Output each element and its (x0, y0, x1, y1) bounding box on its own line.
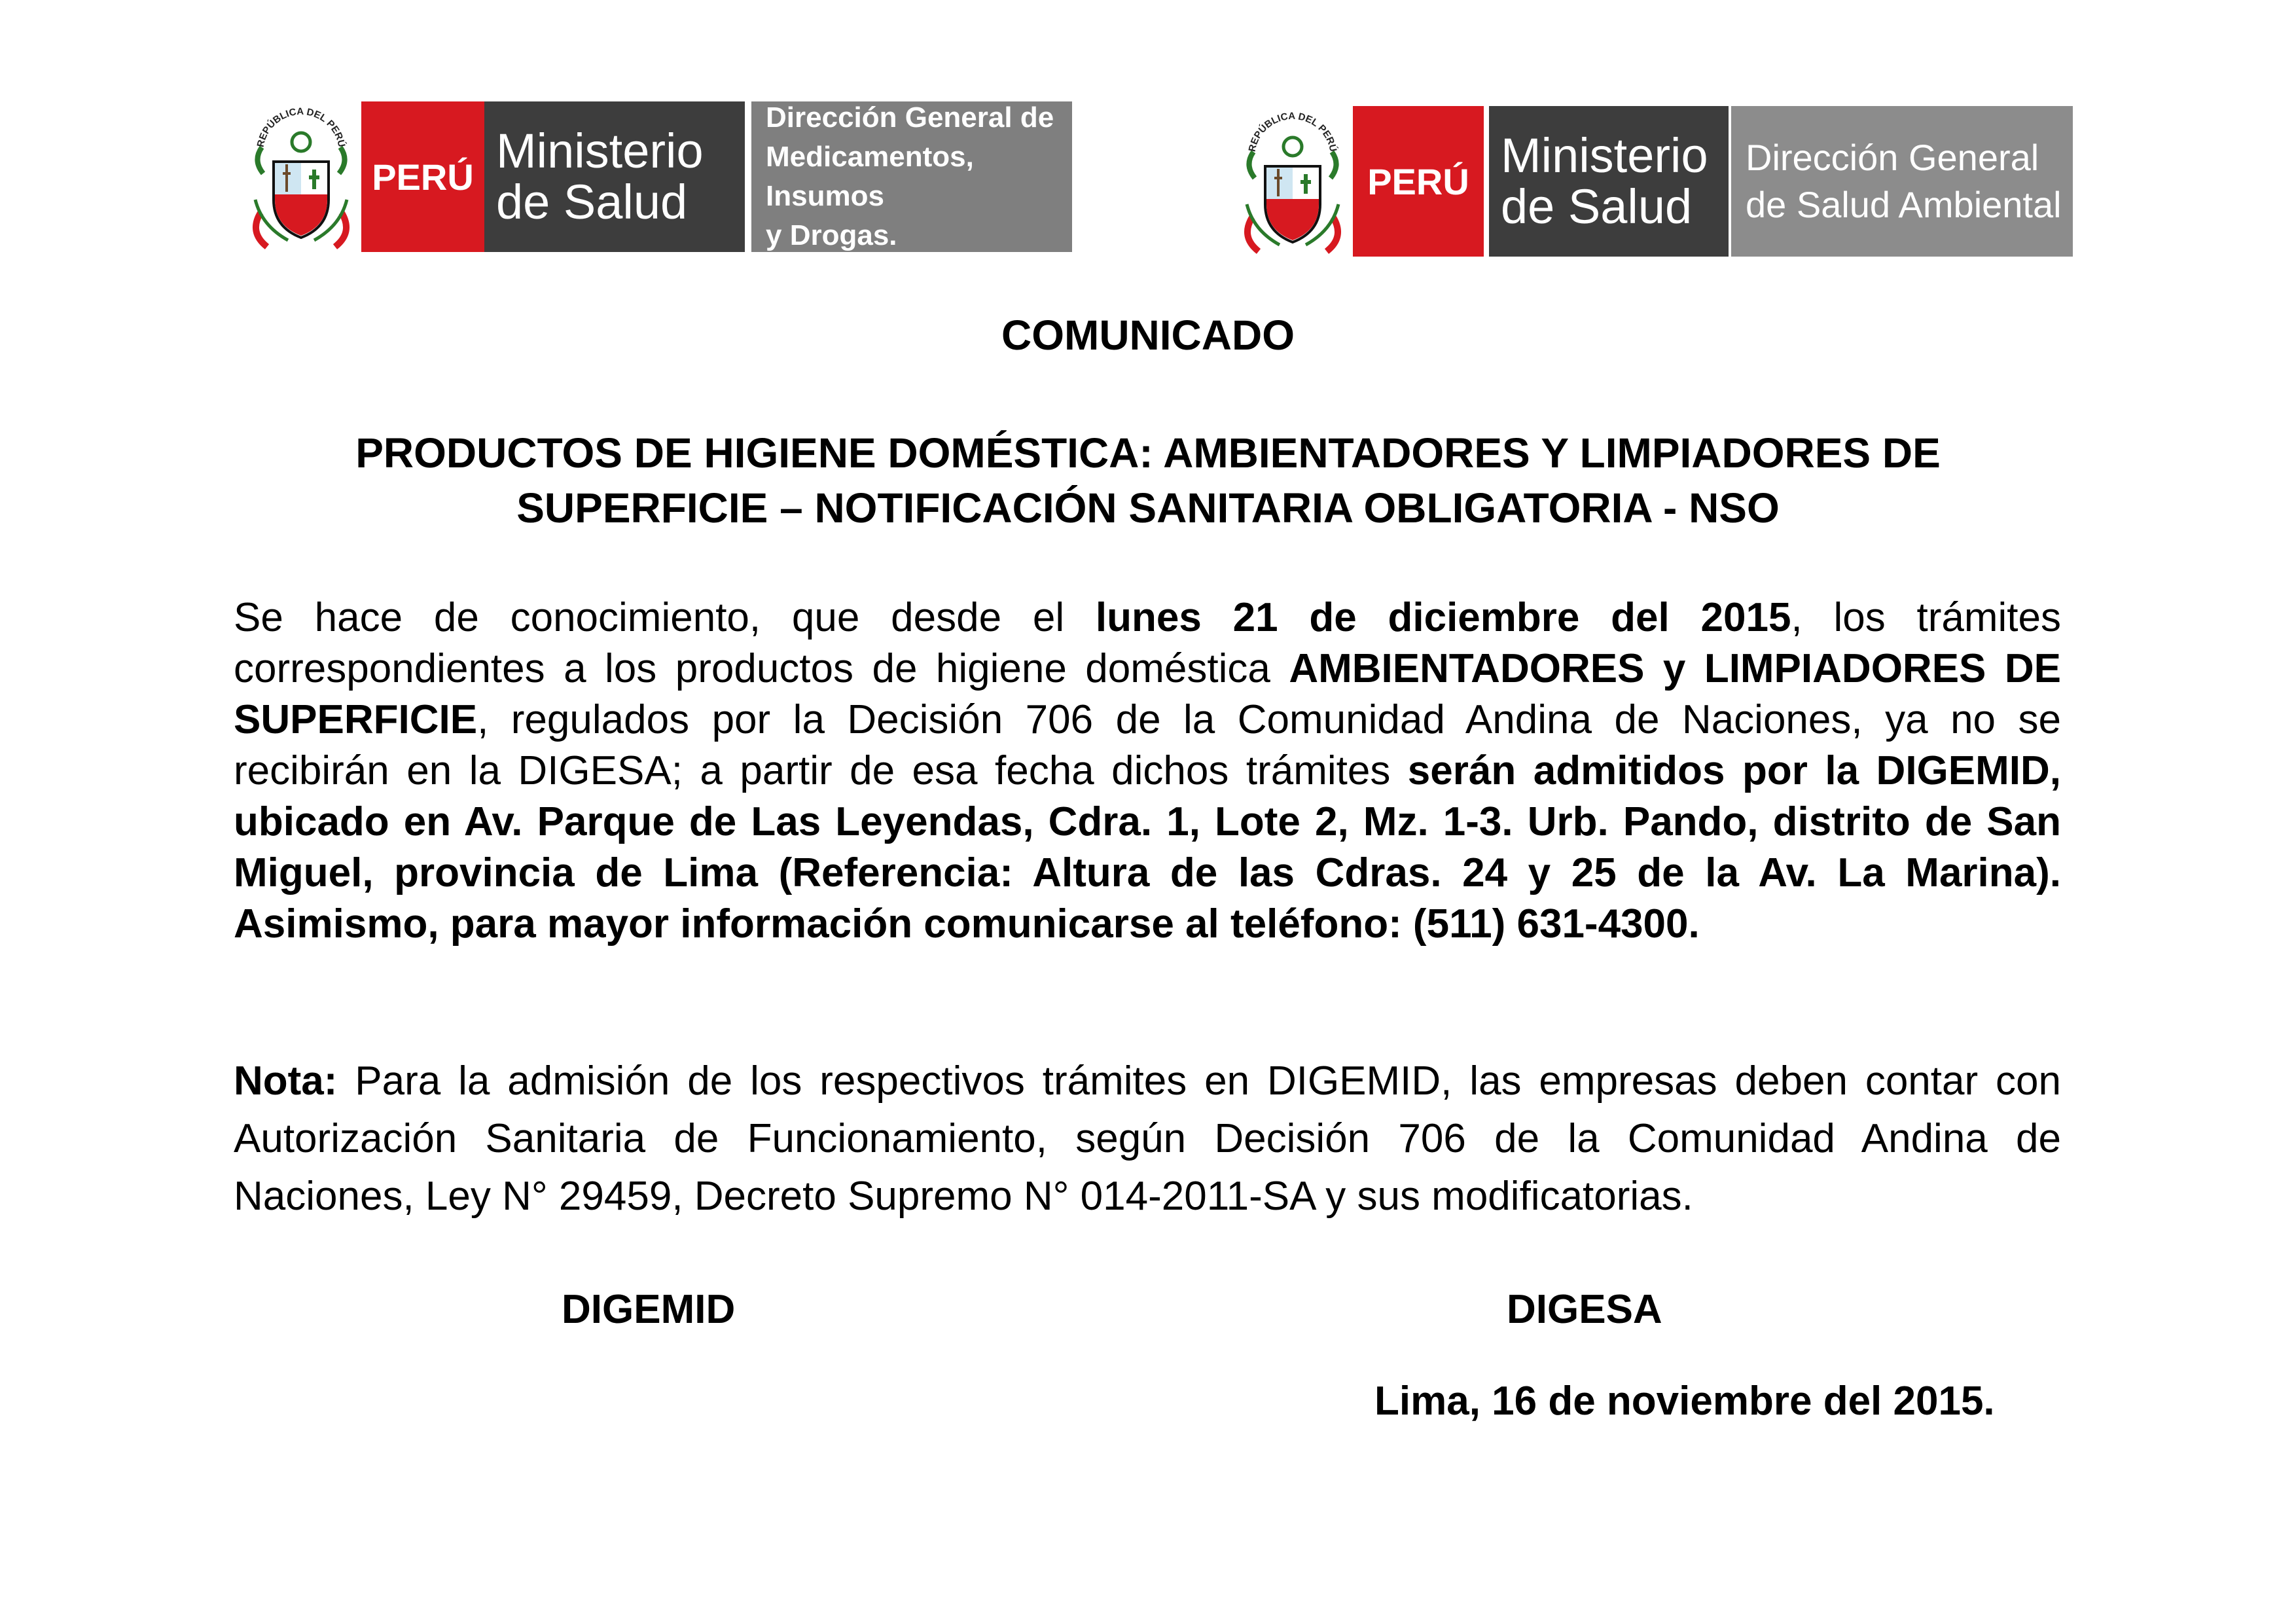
document-date: Lima, 16 de noviembre del 2015. (1374, 1379, 1995, 1424)
note-text: Para la admisión de los respectivos trámites en DIGEMID, las empresas deben contar con Autorización Sanitaria de Funcionamiento, según Decisión 706 de la Comunidad Andina de Naciones, Ley N° 29459, Decreto Supremo N° 014-2011-SA y sus modificatorias. (234, 1058, 2061, 1219)
directorate-block (1731, 106, 2073, 257)
svg-text:REPÚBLICA DEL PERÚ: REPÚBLICA DEL PERÚ (255, 105, 348, 149)
effective-date: lunes 21 de diciembre del 2015 (1095, 595, 1791, 640)
directorate-line1: Dirección General de (766, 101, 1054, 134)
svg-text:REPÚBLICA DEL PERÚ: REPÚBLICA DEL PERÚ (1246, 110, 1339, 153)
document-title: COMUNICADO (1001, 312, 1295, 359)
peru-brand-block (361, 101, 484, 252)
ministry-line2: de Salud (1501, 179, 1693, 234)
peru-label: PERÚ (372, 156, 474, 198)
digemid-logo (249, 101, 1072, 252)
ministry-line2: de Salud (496, 175, 688, 229)
ministry-block (1489, 106, 1729, 257)
document-subtitle (0, 425, 2296, 535)
digesa-logo (1240, 106, 2073, 257)
signature-digemid: DIGEMID (562, 1287, 736, 1332)
digemid-address-and-phone: serán admitidos por la DIGEMID, ubicado en Av. Parque de Las Leyendas, Cdra. 1, Lote 2, Mz. 1-3. Urb. Pando, distrito de San Miguel, provincia de Lima (Referencia: Altura de las Cdras. 24 y 25 de la Av. La Marina). Asimismo, para mayor información comunicarse al teléfono: (511) 631-4300. (234, 748, 2061, 947)
peru-coat-of-arms-icon (249, 101, 353, 252)
peru-label: PERÚ (1367, 160, 1469, 202)
note-paragraph (234, 1053, 2061, 1225)
paragraph-text-1: Se hace de conocimiento, que desde el (234, 595, 1096, 640)
announcement-paragraph (234, 592, 2061, 950)
directorate-line2: de Salud Ambiental (1746, 184, 2062, 225)
product-types: AMBIENTADORES y LIMPIADORES DE SUPERFICIE (234, 646, 2061, 742)
ministry-line1: Ministerio (1501, 128, 1708, 183)
directorate-line3: y Drogas. (766, 219, 897, 251)
ministry-line1: Ministerio (496, 124, 704, 178)
directorate-line2: Medicamentos, Insumos (766, 141, 974, 212)
peru-coat-of-arms-icon (1240, 106, 1345, 257)
note-label: Nota: (234, 1058, 338, 1104)
peru-brand-block (1353, 106, 1484, 257)
subtitle-line1: PRODUCTOS DE HIGIENE DOMÉSTICA: AMBIENTADORES Y LIMPIADORES DE (355, 429, 1941, 477)
paragraph-text-3: , regulados por la Decisión 706 de la Comunidad Andina de Naciones, ya no se recibirán en la DIGESA; a partir de esa fecha dichos trámites (234, 697, 2061, 793)
paragraph-text-2: , los trámites correspondientes a los productos de higiene doméstica (234, 595, 2061, 691)
ministry-block (484, 101, 745, 252)
subtitle-line2: SUPERFICIE – NOTIFICACIÓN SANITARIA OBLIGATORIA - NSO (516, 484, 1780, 532)
directorate-line1: Dirección General (1746, 137, 2039, 178)
directorate-block (751, 101, 1072, 252)
signature-digesa: DIGESA (1507, 1287, 1662, 1332)
